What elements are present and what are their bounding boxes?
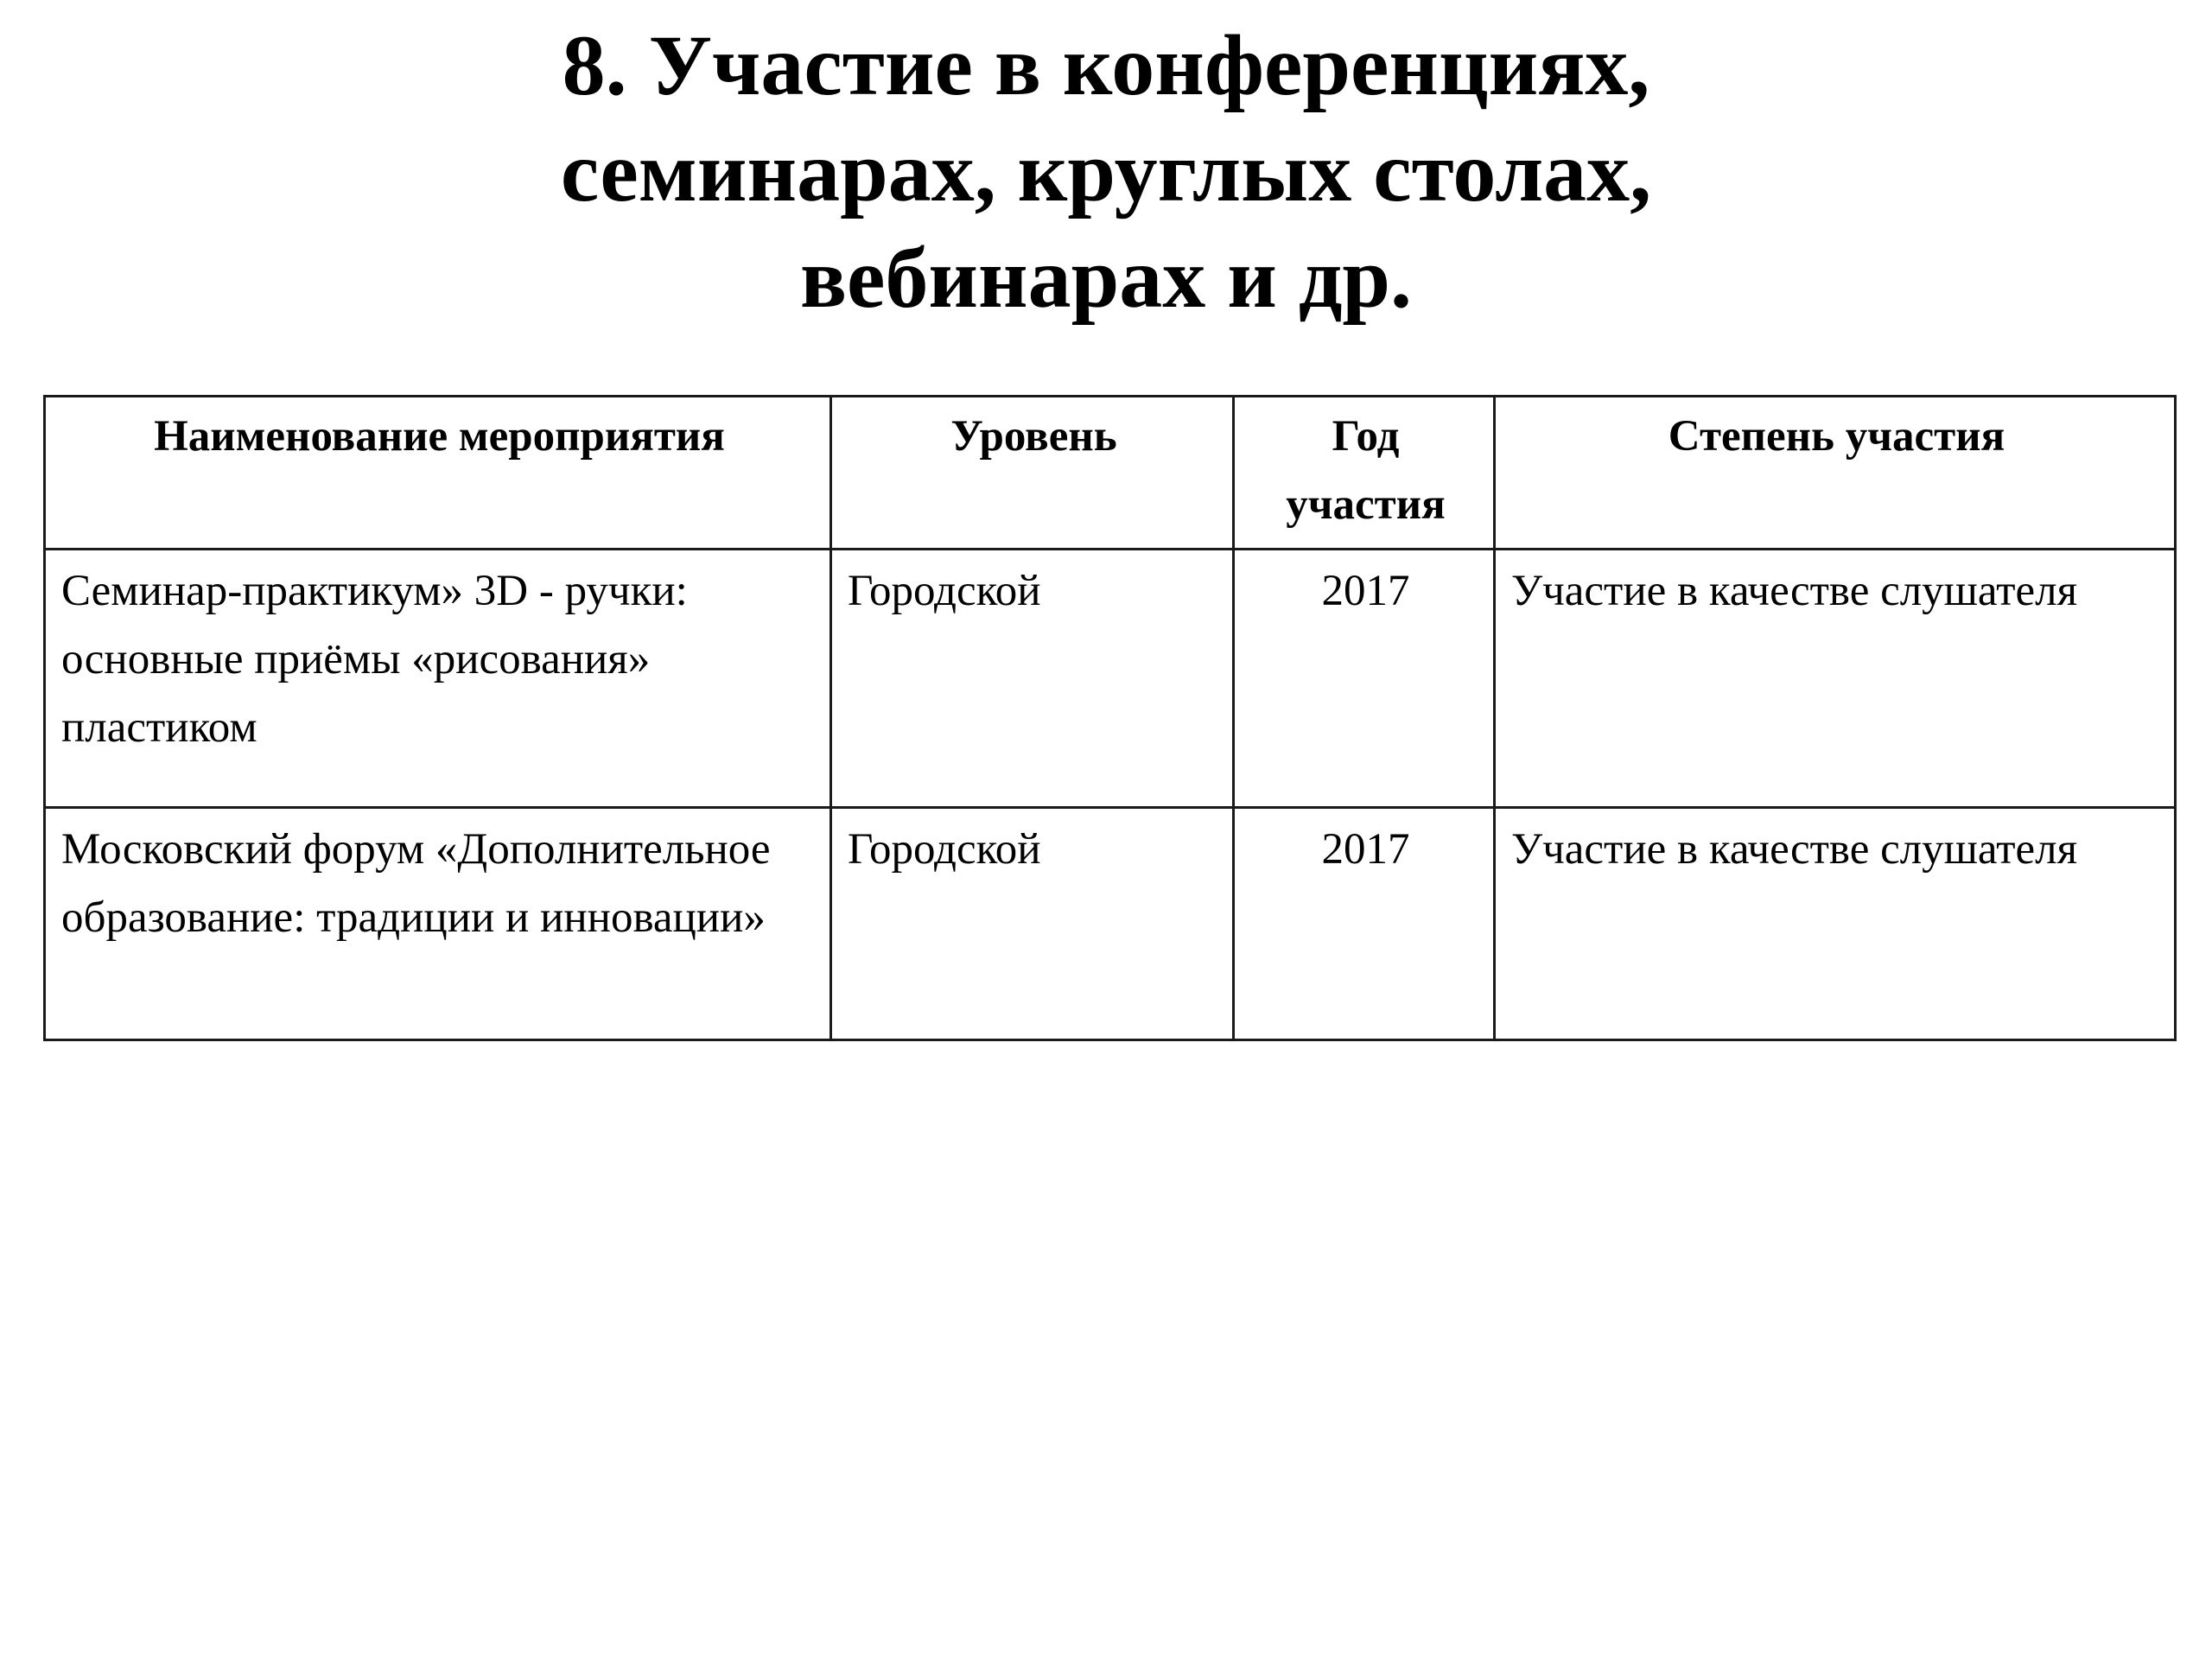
- cell-participation: Участие в качестве слушателя: [1495, 550, 2176, 808]
- header-event-name: Наименование мероприятия: [45, 397, 831, 550]
- header-year: Год участия: [1234, 397, 1495, 550]
- page-title-line-1: 8. Участие в конференциях,: [562, 17, 1650, 113]
- cell-level: Городской: [831, 550, 1234, 808]
- cell-year: 2017: [1234, 808, 1495, 1040]
- table-row: [45, 550, 2176, 808]
- table-row: [45, 808, 2176, 1040]
- page-title-line-3: вебинарах и др.: [799, 230, 1413, 326]
- header-participation: Степень участия: [1495, 397, 2176, 550]
- cell-year: 2017: [1234, 550, 1495, 808]
- page-title: [0, 12, 2212, 331]
- cell-event-name: Московский форум «Дополнительное образование: традиции и инновации»: [45, 808, 831, 1040]
- header-level: Уровень: [831, 397, 1234, 550]
- table-header-row: [45, 397, 2176, 550]
- events-table: [43, 395, 2177, 1041]
- cell-participation: Участие в качестве слушателя: [1495, 808, 2176, 1040]
- cell-level: Городской: [831, 808, 1234, 1040]
- page-title-line-2: семинарах, круглых столах,: [560, 124, 1652, 219]
- cell-event-name: Семинар-практикум» 3D - ручки: основные приёмы «рисования» пластиком: [45, 550, 831, 808]
